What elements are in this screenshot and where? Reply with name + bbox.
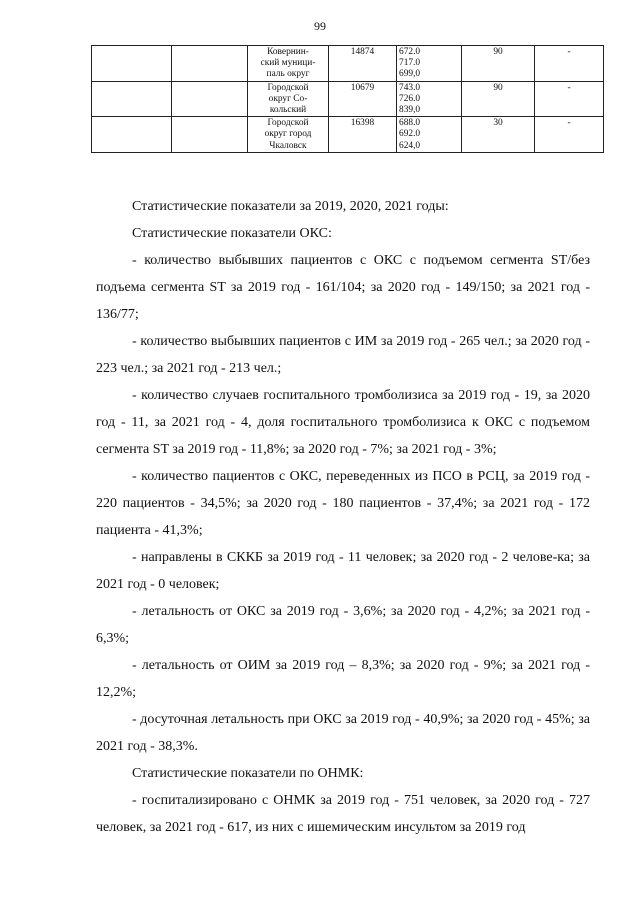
subsection-heading: Статистические показатели по ОНМК: (132, 766, 364, 781)
value-line: 839,0 (399, 105, 421, 116)
value-line: 692.0 (399, 129, 421, 140)
table-row (92, 117, 604, 153)
district-name-cell (248, 46, 329, 82)
percent-cell: 90 (462, 81, 535, 117)
list-item: - количество случаев госпитального тромболизиса за 2019 год - 19, за 2020 год - 11, за 2021 год - 4, доля госпитального тромболизиса к ОКС с подъемом сегмента ST за 2019 год - 11,8%; за 2020 год - 7%; за 2021 год - 3%; (96, 388, 590, 457)
empty-cell (92, 117, 172, 153)
page-number: 99 (314, 19, 326, 33)
value-line: 672.0 (399, 47, 421, 57)
list-item: - количество выбывших пациентов с ОКС с подъемом сегмента ST/без подъема сегмента ST за 2019 год - 161/104; за 2020 год - 149/150; за 2021 год - 136/77; (96, 253, 590, 322)
district-name-line: ский муници- (260, 58, 316, 69)
empty-cell (92, 81, 172, 117)
value-line: 624,0 (399, 140, 421, 151)
value-line: 688.0 (399, 118, 421, 129)
values-cell (397, 46, 462, 82)
table-row (92, 81, 604, 117)
district-name-line: Чкаловск (269, 140, 307, 151)
table-row (92, 46, 604, 82)
body-text (96, 193, 590, 841)
dash-cell: - (535, 117, 604, 153)
district-name-line: паль округ (266, 69, 310, 80)
values-cell (397, 117, 462, 153)
data-table (91, 45, 604, 153)
population-cell: 10679 (329, 81, 397, 117)
values-cell (397, 81, 462, 117)
value-line: 699,0 (399, 69, 421, 80)
percent-cell: 30 (462, 117, 535, 153)
population-cell: 14874 (329, 46, 397, 82)
population-cell: 16398 (329, 117, 397, 153)
list-item: - количество выбывших пациентов с ИМ за 2019 год - 265 чел.; за 2020 год - 223 чел.; за 2021 год - 213 чел.; (96, 334, 590, 376)
value-line: 717.0 (399, 58, 421, 69)
list-item: - количество пациентов с ОКС, переведенных из ПСО в РСЦ, за 2019 год - 220 пациентов - 34,5%; за 2020 год - 180 пациентов - 37,4%; за 2021 год - 172 пациента - 41,3%; (96, 469, 590, 538)
district-name-cell (248, 81, 329, 117)
district-name-line: Ковернин- (267, 47, 309, 57)
empty-cell (172, 117, 248, 153)
section-heading: Статистические показатели за 2019, 2020, 2021 годы: (132, 199, 449, 214)
empty-cell (92, 46, 172, 82)
value-line: 726.0 (399, 93, 421, 104)
list-item: - направлены в СККБ за 2019 год - 11 человек; за 2020 год - 2 челове-ка; за 2021 год - 0 человек; (96, 550, 590, 592)
list-item: - досуточная летальность при ОКС за 2019 год - 40,9%; за 2020 год - 45%; за 2021 год - 38,3%. (96, 712, 590, 754)
dash-cell: - (535, 46, 604, 82)
district-name-line: Городской (267, 118, 309, 129)
dash-cell: - (535, 81, 604, 117)
list-item: - летальность от ОИМ за 2019 год – 8,3%; за 2020 год - 9%; за 2021 год - 12,2%; (96, 658, 590, 700)
district-name-line: округ город (264, 129, 312, 140)
district-name-line: Городской (267, 82, 309, 93)
list-item: - летальность от ОКС за 2019 год - 3,6%; за 2020 год - 4,2%; за 2021 год - 6,3%; (96, 604, 590, 646)
empty-cell (172, 81, 248, 117)
value-line: 743.0 (399, 82, 421, 93)
subsection-heading: Статистические показатели ОКС: (132, 226, 332, 241)
district-name-line: кольский (269, 105, 307, 116)
list-item: - госпитализировано с ОНМК за 2019 год - 751 человек, за 2020 год - 727 человек, за 2021 год - 617, из них с ишемическим инсультом за 2019 год (96, 793, 590, 835)
empty-cell (172, 46, 248, 82)
percent-cell: 90 (462, 46, 535, 82)
district-name-cell (248, 117, 329, 153)
district-name-line: округ Со- (268, 93, 308, 104)
